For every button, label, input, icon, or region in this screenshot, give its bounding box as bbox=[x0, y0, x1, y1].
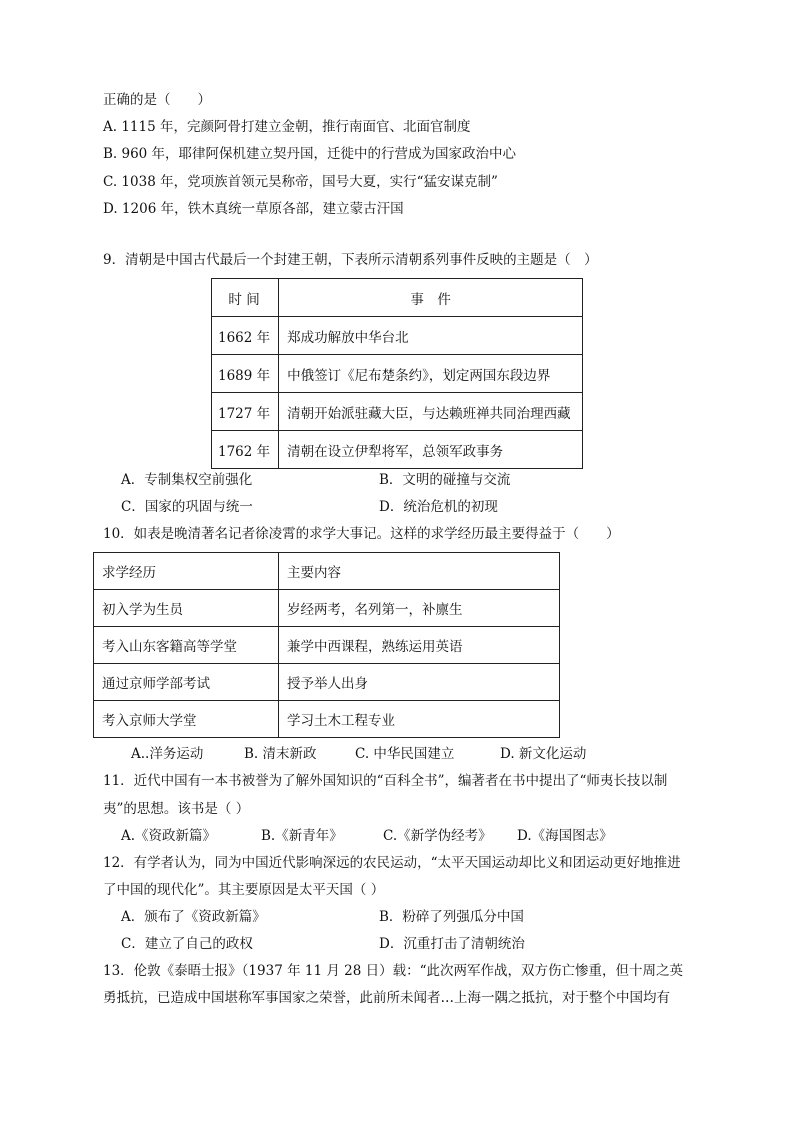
table-cell: 岁经两考，名列第一，补廪生 bbox=[279, 590, 560, 627]
q10-option-c[interactable]: C. 中华民国建立 bbox=[355, 746, 455, 762]
q10-option-d[interactable]: D. 新文化运动 bbox=[500, 746, 587, 762]
table-cell: 授予举人出身 bbox=[279, 664, 560, 701]
q8-option-c[interactable]: C. 1038 年，党项族首领元昊称帝，国号大夏，实行“猛安谋克制” bbox=[103, 174, 498, 190]
q11-option-c[interactable]: C.《新学伪经考》 bbox=[383, 828, 492, 844]
q8-option-d[interactable]: D. 1206 年，铁木真统一草原各部，建立蒙古汗国 bbox=[103, 201, 404, 217]
table-row bbox=[212, 279, 583, 317]
q9-option-a[interactable]: A．专制集权空前强化 bbox=[121, 472, 253, 488]
table-row bbox=[94, 664, 560, 701]
table-row bbox=[94, 590, 560, 627]
q9-option-c[interactable]: C．国家的巩固与统一 bbox=[121, 499, 253, 515]
q10-option-a[interactable]: A..洋务运动 bbox=[131, 746, 204, 762]
q9-table bbox=[211, 278, 583, 469]
table-cell: 清朝在设立伊犁将军，总领军政事务 bbox=[279, 431, 583, 469]
q11-option-d[interactable]: D.《海国图志》 bbox=[517, 828, 613, 844]
q8-option-b[interactable]: B. 960 年，耶律阿保机建立契丹国，迁徙中的行营成为国家政治中心 bbox=[103, 146, 517, 162]
q9-header-event: 事 件 bbox=[279, 279, 583, 317]
table-cell: 1727 年 bbox=[212, 393, 279, 431]
q12-stem-line1: 12．有学者认为，同为中国近代影响深远的农民运动，“太平天国运动却比义和团运动更好地推进 bbox=[103, 855, 681, 871]
q11-stem-line1: 11．近代中国有一本书被誉为了解外国知识的“百科全书”，编著者在书中提出了“师夷长技以制 bbox=[103, 773, 668, 789]
table-cell: 1662 年 bbox=[212, 317, 279, 355]
table-row bbox=[212, 317, 583, 355]
table-row bbox=[212, 355, 583, 393]
table-cell: 考入京师大学堂 bbox=[94, 701, 279, 738]
q9-option-b[interactable]: B．文明的碰撞与交流 bbox=[379, 472, 511, 488]
q11-option-b[interactable]: B.《新青年》 bbox=[261, 828, 343, 844]
q11-option-a[interactable]: A.《资政新篇》 bbox=[121, 828, 217, 844]
table-row bbox=[94, 627, 560, 664]
q11-stem-line2: 夷”的思想。该书是（ ） bbox=[103, 801, 250, 817]
table-row bbox=[94, 701, 560, 738]
q12-option-a[interactable]: A．颁布了《资政新篇》 bbox=[121, 909, 266, 925]
table-row bbox=[212, 431, 583, 469]
q12-option-d[interactable]: D．沉重打击了清朝统治 bbox=[379, 936, 525, 952]
q10-header-content: 主要内容 bbox=[279, 553, 560, 590]
table-row bbox=[94, 553, 560, 590]
q13-stem-line1: 13．伦敦《泰晤士报》（1937 年 11 月 28 日）载：“此次两军作战，双方伤亡惨重，但十周之英 bbox=[103, 963, 683, 979]
table-cell: 1762 年 bbox=[212, 431, 279, 469]
q9-stem: 9．清朝是中国古代最后一个封建王朝，下表所示清朝系列事件反映的主题是（ ） bbox=[103, 252, 598, 268]
q13-stem-line2: 勇抵抗，已造成中国堪称军事国家之荣誉，此前所未闻者…上海一隅之抵抗，对于整个中国均有 bbox=[103, 990, 670, 1006]
table-cell: 初入学为生员 bbox=[94, 590, 279, 627]
q12-option-b[interactable]: B．粉碎了列强瓜分中国 bbox=[379, 909, 524, 925]
table-cell: 郑成功解放中华台北 bbox=[279, 317, 583, 355]
table-cell: 清朝开始派驻藏大臣，与达赖班禅共同治理西藏 bbox=[279, 393, 583, 431]
q9-option-d[interactable]: D．统治危机的初现 bbox=[379, 499, 498, 515]
q10-table bbox=[93, 552, 560, 738]
table-cell: 兼学中西课程，熟练运用英语 bbox=[279, 627, 560, 664]
q9-header-time: 时 间 bbox=[212, 279, 279, 317]
table-cell: 学习土木工程专业 bbox=[279, 701, 560, 738]
table-cell: 考入山东客籍高等学堂 bbox=[94, 627, 279, 664]
q8-option-a[interactable]: A. 1115 年，完颜阿骨打建立金朝，推行南面官、北面官制度 bbox=[103, 119, 471, 135]
table-cell: 通过京师学部考试 bbox=[94, 664, 279, 701]
q12-stem-line2: 了中国的现代化”。其主要原因是太平天国（ ） bbox=[103, 882, 385, 898]
q8-stem-tail: 正确的是（ ） bbox=[103, 92, 211, 108]
table-cell: 1689 年 bbox=[212, 355, 279, 393]
q10-header-experience: 求学经历 bbox=[94, 553, 279, 590]
q10-option-b[interactable]: B. 清末新政 bbox=[244, 746, 317, 762]
q10-stem: 10．如表是晚清著名记者徐凌霄的求学大事记。这样的求学经历最主要得益于（ ） bbox=[103, 526, 620, 542]
table-row bbox=[212, 393, 583, 431]
q12-option-c[interactable]: C．建立了自己的政权 bbox=[121, 936, 253, 952]
table-cell: 中俄签订《尼布楚条约》，划定两国东段边界 bbox=[279, 355, 583, 393]
